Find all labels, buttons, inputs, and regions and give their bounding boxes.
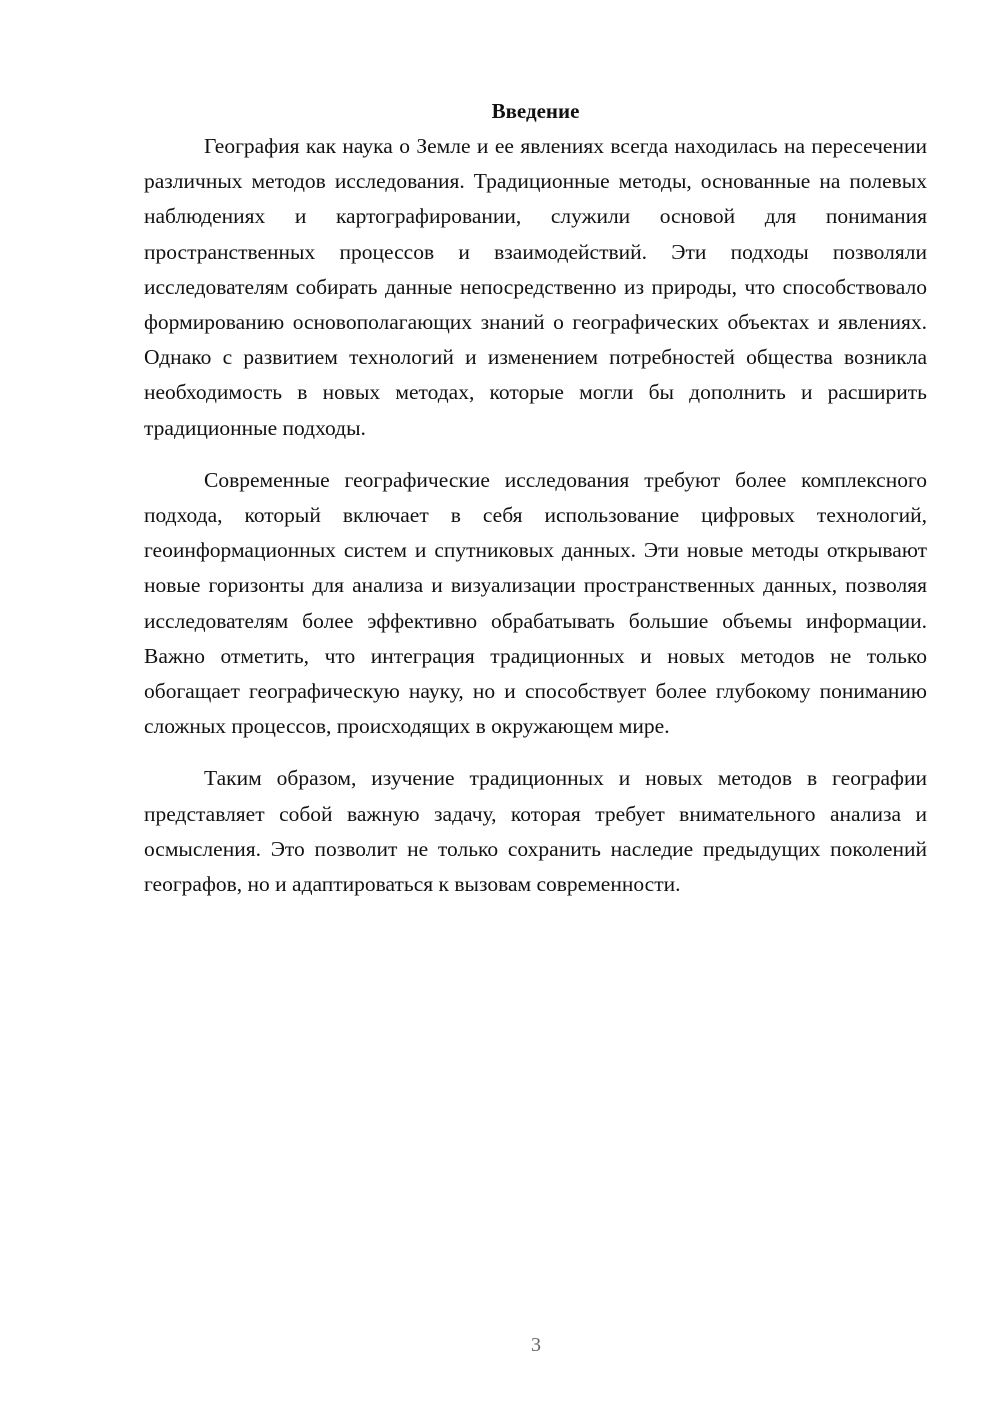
page-content [144, 96, 927, 902]
paragraph-1: География как наука о Земле и ее явлениях всегда находилась на пересечении различных методов исследования. Традиционные методы, основанные на полевых наблюдениях и картографировании, служили основой для понимания пространственных процессов и взаимодействий. Эти подходы позволяли исследователям собирать данные непосредственно из природы, что способствовало формированию основополагающих знаний о географических объектах и явлениях. Однако с развитием технологий и изменением потребностей общества возникла необходимость в новых методах, которые могли бы дополнить и расширить традиционные подходы. [144, 134, 927, 440]
page-number: 3 [531, 1334, 541, 1356]
section-heading: Введение [491, 99, 580, 123]
paragraph-2: Современные географические исследования требуют более комплексного подхода, который включает в себя использование цифровых технологий, геоинформационных систем и спутниковых данных. Эти новые методы открывают новые горизонты для анализа и визуализации пространственных данных, позволяя исследователям более эффективно обрабатывать большие объемы информации. Важно отметить, что интеграция традиционных и новых методов не только обогащает географическую науку, но и способствует более глубокому пониманию сложных процессов, происходящих в окружающем мире. [144, 467, 927, 739]
paragraph-3: Таким образом, изучение традиционных и новых методов в географии представляет собой важную задачу, которая требует внимательного анализа и осмысления. Это позволит не только сохранить наследие предыдущих поколений географов, но и адаптироваться к вызовам современности. [144, 766, 927, 897]
